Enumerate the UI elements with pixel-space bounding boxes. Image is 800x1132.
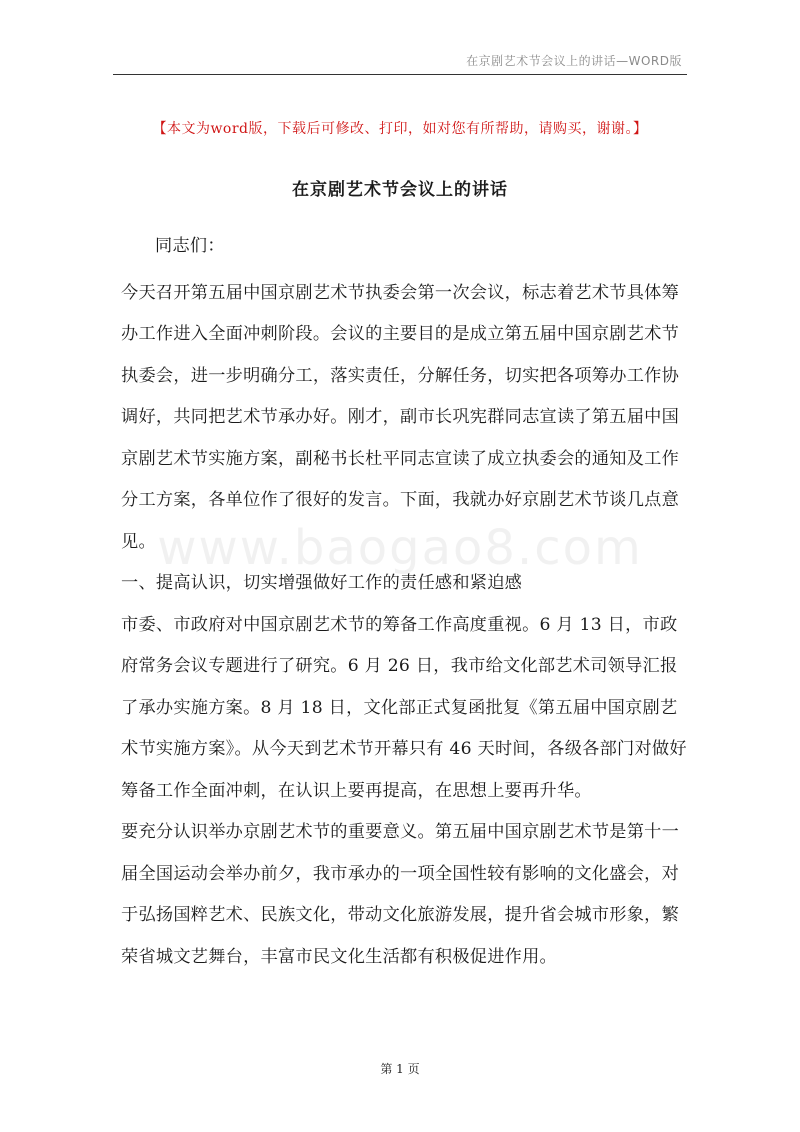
paragraph-1: 今天召开第五届中国京剧艺术节执委会第一次会议，标志着艺术节具体筹办工作进入全面冲刺阶段。会议的主要目的是成立第五届中国京剧艺术节执委会，进一步明确分工，落实责任，分解任务，切实把各项筹办工作协调好，共同把艺术节承办好。刚才，副市长巩宪群同志宣读了第五届中国京剧艺术节实施方案，副秘书长杜平同志宣读了成立执委会的通知及工作分工方案，各单位作了很好的发言。下面，我就办好京剧艺术节谈几点意见。 [121,282,680,552]
paragraph-2: 市委、市政府对中国京剧艺术节的筹备工作高度重视。6 月 13 日，市政府常务会议专题进行了研究。6 月 26 日，我市给文化部艺术司领导汇报了承办实施方案。8 月 18 日，文化部正式复函批复《第五届中国京剧艺术节实施方案》。从今天到艺术节开幕只有 46 天时间，各级各部门对做好筹备工作全面冲刺，在认识上要再提高，在思想上要再升华。 [121,614,687,801]
purchase-notice: 【本文为word版，下载后可修改、打印，如对您有所帮助，请购买，谢谢。】 [152,121,648,137]
page-number: 第 1 页 [380,1062,420,1076]
section-heading-1: 一、提高认识，切实增强做好工作的责任感和紧迫感 [121,573,523,593]
header-divider [113,74,687,75]
document-title: 在京剧艺术节会议上的讲话 [292,180,508,200]
greeting: 同志们： [155,236,225,256]
document-body [121,226,687,978]
watermark: www.baogao8.com [157,520,643,576]
running-header: 在京剧艺术节会议上的讲话—WORD版 [466,54,682,68]
paragraph-3: 要充分认识举办京剧艺术节的重要意义。第五届中国京剧艺术节是第十一届全国运动会举办前夕，我市承办的一项全国性较有影响的文化盛会，对于弘扬国粹艺术、民族文化，带动文化旅游发展，提升省会城市形象，繁荣省城文艺舞台，丰富市民文化生活都有积极促进作用。 [121,822,680,967]
